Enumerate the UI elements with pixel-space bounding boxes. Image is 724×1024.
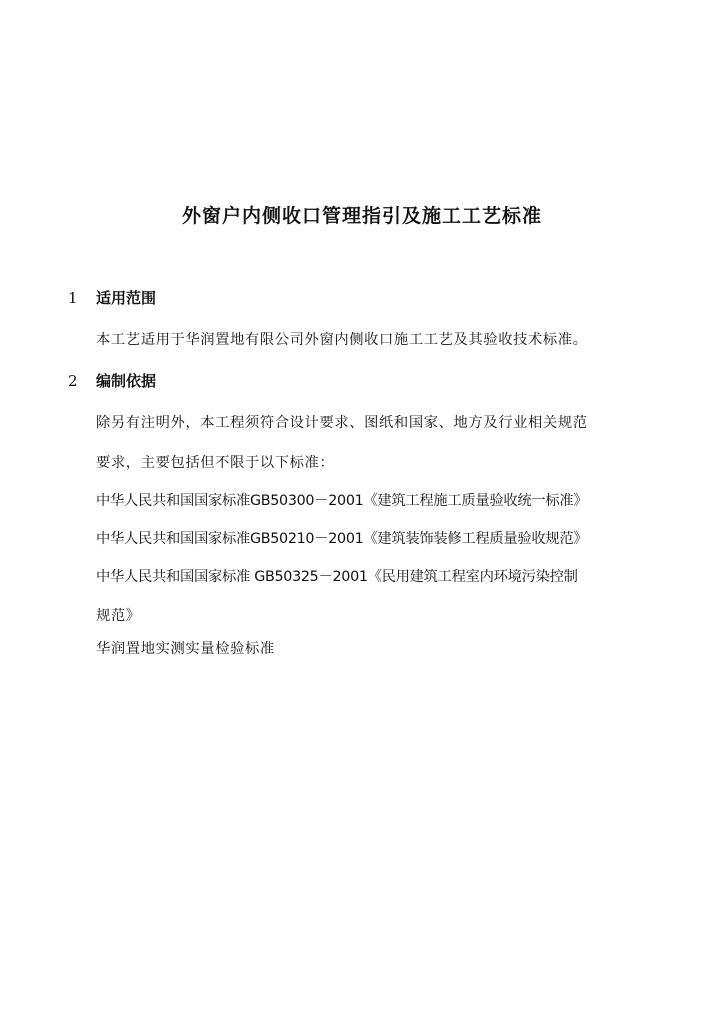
paragraph-line: 规范》 (96, 608, 141, 624)
section-heading-scope (68, 287, 156, 309)
document-title: 外窗户内侧收口管理指引及施工工艺标准 (181, 205, 542, 227)
paragraph-line: 本工艺适用于华润置地有限公司外窗内侧收口施工工艺及其验收技术标准。 (96, 332, 588, 348)
section-title: 编制依据 (96, 372, 157, 390)
paragraph-line: 除另有注明外，本工程须符合设计要求、图纸和国家、地方及行业相关规范 (96, 415, 588, 431)
section-title: 适用范围 (96, 289, 157, 307)
paragraph-line: 要求，主要包括但不限于以下标准： (96, 455, 335, 471)
paragraph-line: 华润置地实测实量检验标准 (96, 641, 275, 657)
standard-reference-line: 中华人民共和国国家标准GB50210－2001《建筑装饰装修工程质量验收规范》 (96, 531, 588, 547)
standard-reference-line: 中华人民共和国国家标准 GB50325－2001《民用建筑工程室内环境污染控制 (96, 569, 578, 585)
section-heading-basis (68, 370, 156, 392)
section-number: 2 (68, 372, 78, 390)
standard-reference-line: 中华人民共和国国家标准GB50300－2001《建筑工程施工质量验收统一标准》 (96, 493, 588, 509)
section-number: 1 (68, 289, 78, 307)
